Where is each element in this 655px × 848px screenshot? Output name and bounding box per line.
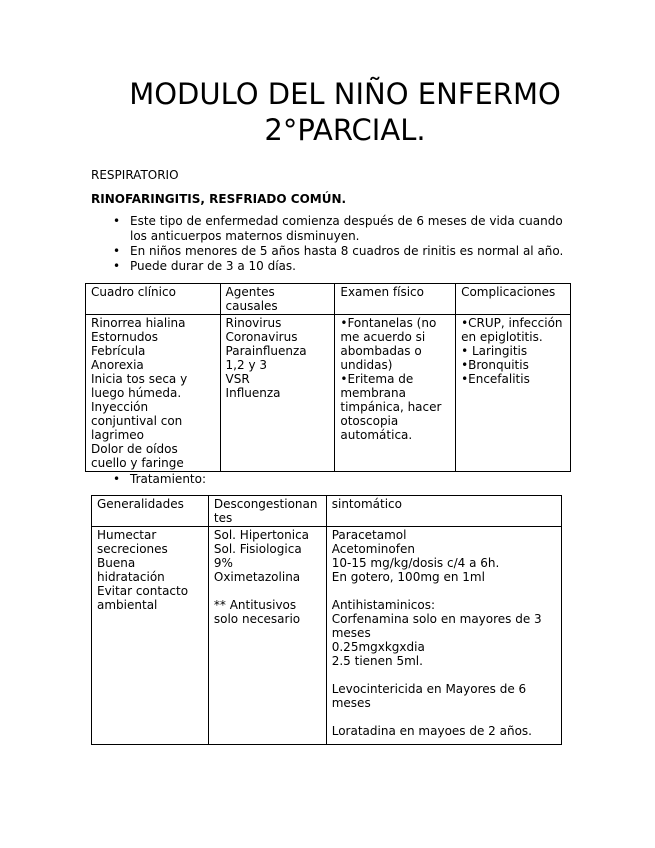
- cell-line: Anorexia: [91, 358, 144, 372]
- table-header-row: [86, 284, 571, 315]
- cell-line: [332, 668, 556, 682]
- agentes-causales-cell: [220, 315, 335, 472]
- header-examen-fisico: Examen físico: [335, 284, 456, 315]
- treatment-bullet-list: [91, 472, 571, 487]
- generalidades-cell: [92, 527, 209, 745]
- cell-line: En gotero, 100mg en 1ml: [331, 570, 485, 584]
- cell-line: Oximetazolina: [213, 570, 301, 584]
- cell-line: 2.5 tienen 5ml.: [331, 654, 423, 668]
- bullet-item: • Este tipo de enfermedad comienza después de 6 meses de vida cuando los anticuerpos maternos disminuyen.: [91, 214, 571, 244]
- cell-line: [332, 710, 556, 724]
- cell-line: ** Antitusivos solo necesario: [213, 598, 301, 626]
- cell-line: Estornudos: [91, 330, 159, 344]
- sintomatico-cell: [326, 527, 561, 745]
- cell-line: [214, 584, 321, 598]
- cell-line: Rinovirus: [225, 316, 282, 330]
- topic-heading: RINOFARINGITIS, RESFRIADO COMÚN.: [91, 192, 347, 206]
- cell-line: Antihistaminicos:: [331, 598, 436, 612]
- bullet-item: • Puede durar de 3 a 10 días.: [91, 259, 571, 274]
- cell-line: [332, 584, 556, 598]
- complicaciones-cell: [456, 315, 571, 472]
- header-agentes-causales: Agentes causales: [220, 284, 335, 315]
- header-sintomatico: sintomático: [326, 496, 561, 527]
- cell-line: Corfenamina solo en mayores de 3 meses: [331, 612, 542, 640]
- cell-line: VSR: [225, 372, 250, 386]
- cell-line: Inyección conjuntival con lagrimeo: [91, 400, 183, 442]
- section-label: RESPIRATORIO: [91, 168, 179, 182]
- clinical-table: [85, 283, 571, 472]
- cell-line: • Laringitis: [461, 344, 528, 358]
- table-header-row: [92, 496, 562, 527]
- cuadro-clinico-cell: [86, 315, 221, 472]
- header-descongestionantes: Descongestionantes: [208, 496, 326, 527]
- intro-bullet-list: [91, 214, 571, 274]
- examen-fisico-cell: [335, 315, 456, 472]
- cell-line: Influenza: [225, 386, 281, 400]
- document-title-line2: 2°PARCIAL.: [264, 113, 426, 147]
- document-title-line1: MODULO DEL NIÑO ENFERMO: [129, 77, 561, 111]
- cell-line: 10-15 mg/kg/dosis c/4 a 6h.: [331, 556, 500, 570]
- cell-line: Rinorrea hialina: [91, 316, 186, 330]
- cell-line: •Eritema de membrana timpánica, hacer otoscopia automática.: [340, 372, 442, 442]
- bullet-item: • En niños menores de 5 años hasta 8 cuadros de rinitis es normal al año.: [91, 244, 571, 259]
- header-generalidades: Generalidades: [92, 496, 209, 527]
- cell-line: Buena hidratación: [97, 556, 165, 584]
- cell-line: Coronavirus: [225, 330, 298, 344]
- cell-line: Humectar secreciones: [97, 528, 168, 556]
- cell-line: 1,2 y 3: [225, 358, 267, 372]
- cell-line: Levocintericida en Mayores de 6 meses: [331, 682, 527, 710]
- cell-line: Loratadina en mayoes de 2 años.: [331, 724, 532, 738]
- cell-line: 0.25mgxkgxdia: [331, 640, 425, 654]
- cell-line: Febrícula: [91, 344, 146, 358]
- table-row: [92, 527, 562, 745]
- treatment-table: [91, 495, 562, 745]
- cell-line: Dolor de oídos cuello y faringe: [91, 442, 184, 470]
- cell-line: Paracetamol: [331, 528, 407, 542]
- cell-line: Evitar contacto ambiental: [97, 584, 189, 612]
- header-complicaciones: Complicaciones: [456, 284, 571, 315]
- table-row: [86, 315, 571, 472]
- cell-line: •CRUP, infección en epiglotitis.: [461, 316, 563, 344]
- cell-line: Acetominofen: [331, 542, 415, 556]
- cell-line: •Encefalitis: [461, 372, 530, 386]
- cell-line: •Fontanelas (no me acuerdo si abombadas o undidas): [340, 316, 437, 372]
- cell-line: Parainfluenza: [225, 344, 307, 358]
- cell-line: Sol. Fisiologica 9%: [213, 542, 302, 570]
- treatment-bullet: • Tratamiento:: [91, 472, 571, 487]
- header-cuadro-clinico: Cuadro clínico: [86, 284, 221, 315]
- cell-line: Inicia tos seca y luego húmeda.: [91, 372, 188, 400]
- cell-line: Sol. Hipertonica: [213, 528, 310, 542]
- descongestionantes-cell: [208, 527, 326, 745]
- cell-line: •Bronquitis: [461, 358, 529, 372]
